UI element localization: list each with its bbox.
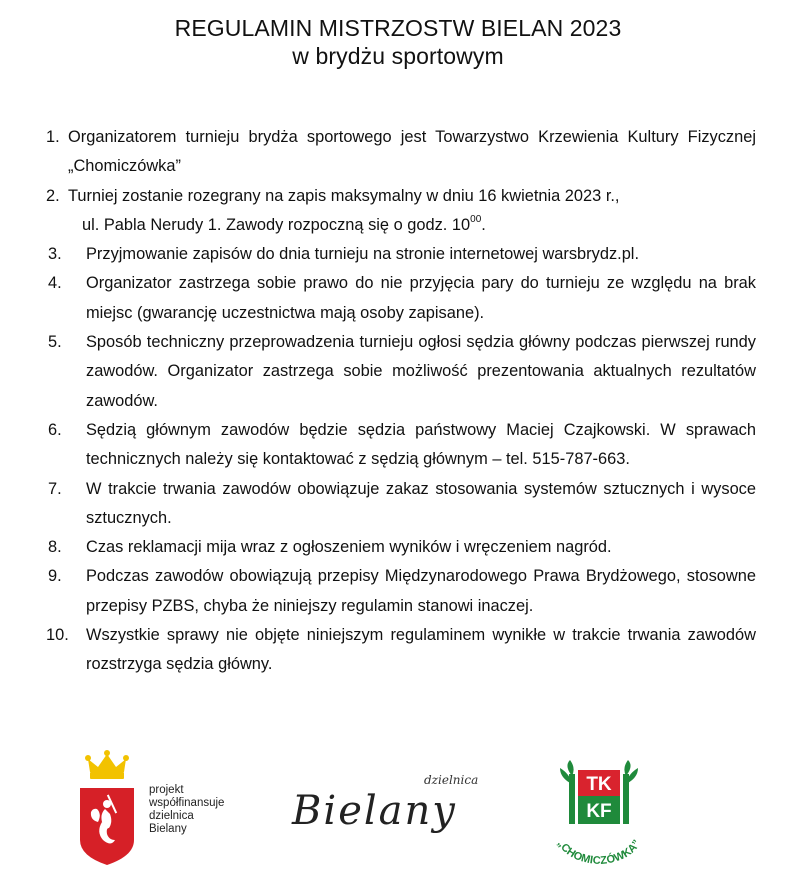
bielany-logo-main-text: Bielany: [292, 788, 457, 834]
document-title: [0, 14, 796, 70]
rule-item-7: [0, 475, 796, 534]
warsaw-crest-icon: [76, 748, 138, 866]
time-superscript: 00: [470, 214, 482, 226]
project-cofinance-text: projekt współfinansuje dzielnica Bielany: [149, 784, 225, 835]
tkkf-chomiczowka-logo: [536, 754, 662, 870]
rule-text: Przyjmowanie zapisów do dnia turnieju na stronie internetowej warsbrydz.pl.: [86, 245, 639, 264]
rule-item-6: [0, 416, 796, 475]
bielany-logo-small-text: dzielnica: [424, 773, 479, 787]
title-line-1: REGULAMIN MISTRZOSTW BIELAN 2023: [174, 15, 622, 41]
rule-number: 3.: [48, 245, 62, 264]
rule-number: 5.: [48, 333, 62, 352]
rule-item-2: [0, 182, 796, 241]
rule-item-8: [0, 533, 796, 562]
rule-number: 8.: [48, 538, 62, 557]
rules-list: [0, 123, 796, 680]
rule-text: Sposób techniczny przeprowadzenia turnieju ogłosi sędzia główny podczas pierwszej rundy zawodów. Organizator zastrzega sobie możliwość prezentowania aktualnych rezultatów zawodów.: [86, 333, 756, 410]
tkkf-letters-top: TK: [586, 774, 612, 795]
rule-item-10: [0, 621, 796, 680]
rule-number: 6.: [48, 420, 62, 439]
tkkf-letters-bottom: KF: [586, 801, 612, 822]
rule-number: 9.: [48, 567, 62, 586]
title-line-2: w brydżu sportowym: [292, 43, 504, 69]
rule-number: 2.: [46, 186, 60, 205]
rule-number: 10.: [46, 626, 69, 645]
rule-text: W trakcie trwania zawodów obowiązuje zakaz stosowania systemów sztucznych i wysoce sztucznych.: [86, 479, 756, 527]
footer-logos: [0, 740, 796, 870]
rule-text: Organizatorem turnieju brydża sportowego jest Towarzystwo Krzewienia Kultury Fizycznej „Chomiczówka”: [68, 128, 756, 176]
rule-item-3: [0, 240, 796, 269]
rule-item-9: [0, 562, 796, 621]
rule-text: Wszystkie sprawy nie objęte niniejszym regulaminem wynikłe w trakcie trwania zawodów rozstrzyga sędzia główny.: [86, 626, 756, 674]
rule-text: Organizator zastrzega sobie prawo do nie przyjęcia pary do turnieju ze względu na brak miejsc (gwarancję uczestnictwa mają osoby zapisane).: [86, 274, 756, 322]
rule-item-5: [0, 328, 796, 416]
rule-number: 4.: [48, 274, 62, 293]
rule-text-line-1: Turniej zostanie rozegrany na zapis maksymalny w dniu 16 kwietnia 2023 r.,: [68, 186, 620, 205]
tkkf-arc-text: „CHOMICZÓWKA”: [554, 837, 644, 868]
rule-number: 7.: [48, 479, 62, 498]
rule-item-4: [0, 269, 796, 328]
bielany-district-logo: [286, 768, 496, 848]
rule-text: Sędzią głównym zawodów będzie sędzia państwowy Maciej Czajkowski. W sprawach technicznych należy się kontaktować z sędzią głównym – tel. 515-787-663.: [86, 420, 756, 469]
rule-text-line-2: ul. Pabla Nerudy 1. Zawody rozpoczną się o godz. $10^{00}$.: [82, 214, 486, 234]
rule-text: Podczas zawodów obowiązują przepisy Międzynarodowego Prawa Brydżowego, stosowne przepisy PZBS, chyba że niniejszy regulamin stanowi inaczej.: [86, 567, 756, 615]
rule-number: 1.: [46, 128, 60, 146]
rule-text: Czas reklamacji mija wraz z ogłoszeniem wyników i wręczeniem nagród.: [86, 538, 612, 557]
rule-item-1: [0, 123, 796, 182]
